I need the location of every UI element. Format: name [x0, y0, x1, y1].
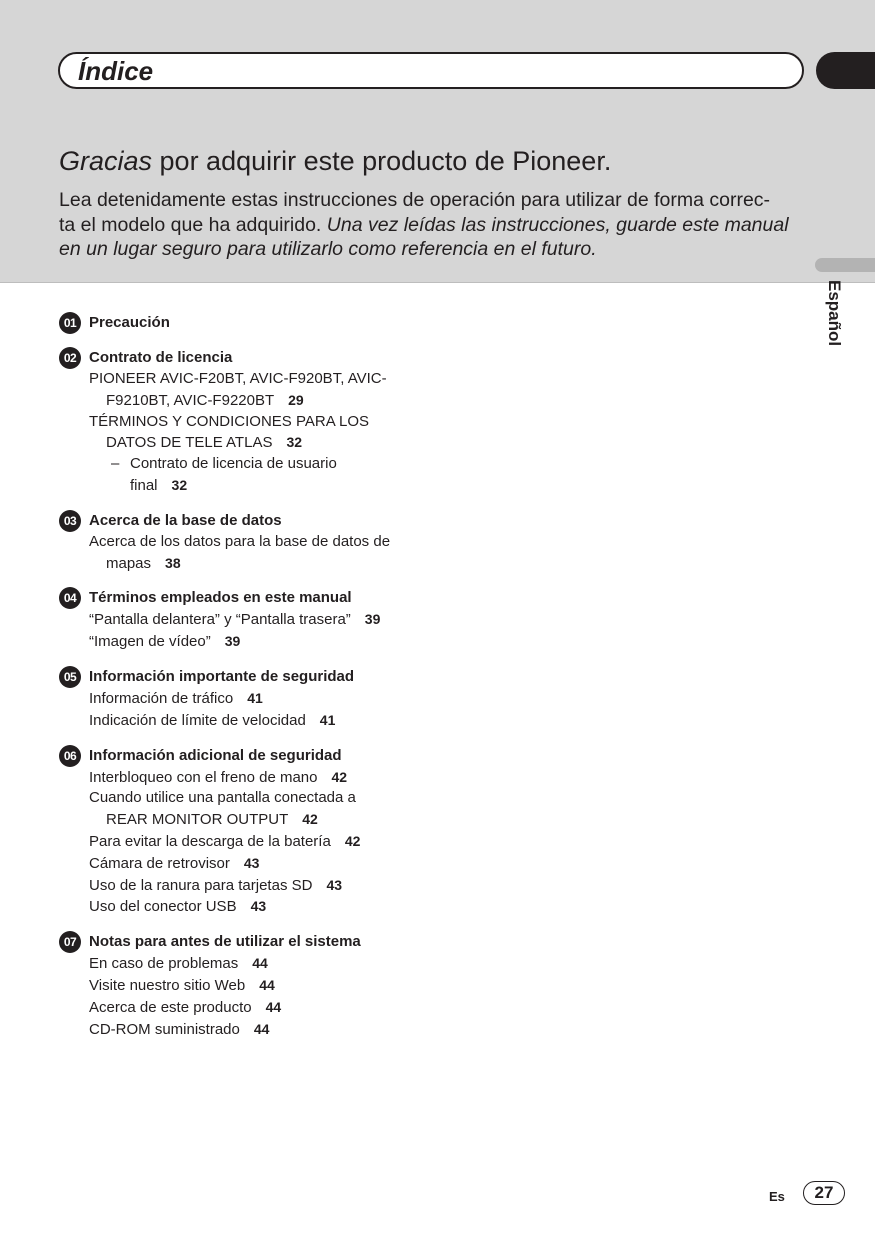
entry-text: Para evitar la descarga de la batería	[89, 832, 331, 850]
section-number-badge: 02	[59, 347, 81, 369]
toc-entry[interactable]	[89, 831, 439, 853]
toc-section-05	[59, 666, 439, 732]
section-title[interactable]: Acerca de la base de datos	[89, 511, 282, 529]
toc-entry[interactable]	[89, 609, 439, 631]
side-language-label: Español	[825, 280, 844, 347]
entry-text-line-1: PIONEER AVIC-F20BT, AVIC-F920BT, AVIC-	[89, 370, 387, 387]
intro-line-2	[59, 213, 819, 238]
section-title[interactable]: Contrato de licencia	[89, 349, 233, 366]
thanks-rest: por adquirir este producto de Pioneer.	[152, 146, 612, 176]
entry-page-number: 44	[253, 1020, 270, 1037]
footer-language-code: Es	[769, 1189, 785, 1204]
section-heading[interactable]	[59, 587, 439, 609]
title-pill	[58, 52, 804, 89]
entry-text-line-1: Cuando utilice una pantalla conectada a	[89, 789, 356, 807]
section-number-badge: 06	[59, 745, 81, 767]
entry-page-number: 41	[247, 689, 263, 706]
header-band	[0, 0, 875, 283]
entry-text: En caso de problemas	[89, 955, 239, 973]
entry-page-number: 43	[250, 898, 267, 915]
entry-page-number: 39	[364, 611, 381, 628]
entry-page-number: 38	[165, 554, 181, 571]
entry-text: Cámara de retrovisor	[89, 854, 230, 872]
entry-text: “Pantalla delantera” y “Pantalla trasera”	[89, 611, 351, 629]
toc-entry[interactable]	[89, 953, 439, 975]
section-number-badge: 07	[59, 931, 81, 953]
toc-entry[interactable]	[89, 896, 439, 918]
toc-entry[interactable]	[89, 710, 439, 732]
toc-section-03	[59, 510, 439, 575]
entry-text: Interbloqueo con el freno de mano	[89, 768, 318, 786]
section-title[interactable]: Notas para antes de utilizar el sistema	[89, 933, 361, 951]
entry-page-number: 39	[224, 633, 241, 650]
entry-text-line-2: DATOS DE TELE ATLAS	[106, 434, 273, 452]
side-language-pill	[815, 258, 875, 272]
section-number-badge: 04	[59, 587, 81, 609]
entry-page-number: 29	[288, 391, 304, 408]
intro-paragraph	[59, 188, 819, 262]
entry-text-line-1: Contrato de licencia de usuario	[130, 455, 337, 473]
section-title[interactable]: Precaución	[89, 314, 170, 331]
entry-page-number: 42	[344, 832, 361, 849]
intro-line-2-italic: Una vez leídas las instrucciones, guarde este manual	[326, 213, 789, 236]
entry-text: Uso del conector USB	[89, 898, 237, 916]
entry-text-line-2: REAR MONITOR OUTPUT	[106, 811, 289, 829]
entry-text: Uso de la ranura para tarjetas SD	[89, 876, 313, 894]
entry-page-number: 41	[319, 711, 336, 728]
page-number-badge: 27	[803, 1181, 845, 1205]
entry-page-number: 44	[265, 998, 282, 1015]
entry-page-number: 44	[252, 955, 268, 972]
entry-page-number: 42	[302, 811, 318, 828]
section-heading[interactable]	[59, 510, 439, 532]
entry-text-line-1: Acerca de los datos para la base de datos de	[89, 532, 391, 550]
section-number-badge: 05	[59, 666, 81, 688]
toc-entry[interactable]	[89, 975, 439, 997]
toc-entry[interactable]	[89, 788, 439, 831]
entry-text: Indicación de límite de velocidad	[89, 711, 306, 729]
entry-text-line-2: F9210BT, AVIC-F9220BT	[106, 391, 275, 409]
entry-text: Información de tráfico	[89, 689, 234, 707]
section-heading[interactable]	[59, 931, 439, 953]
thanks-italic: Gracias	[59, 146, 153, 176]
section-heading[interactable]	[59, 312, 439, 334]
toc-section-06	[59, 745, 439, 919]
section-number-badge: 01	[59, 312, 81, 334]
entry-text: “Imagen de vídeo”	[89, 633, 211, 651]
toc-subentry[interactable]	[89, 454, 439, 497]
toc-entry[interactable]	[89, 767, 439, 789]
section-title[interactable]: Términos empleados en este manual	[89, 589, 352, 607]
section-heading[interactable]	[59, 347, 439, 369]
entry-page-number: 43	[326, 876, 343, 893]
toc-entry[interactable]	[89, 369, 439, 412]
toc-section-07	[59, 931, 439, 1040]
intro-line-2-normal: ta el modelo que ha adquirido.	[59, 213, 327, 236]
intro-line-3: en un lugar seguro para utilizarlo como referencia en el futuro.	[59, 238, 597, 260]
toc-section-02	[59, 347, 439, 497]
thanks-heading	[59, 146, 611, 177]
section-title[interactable]: Información adicional de seguridad	[89, 746, 342, 764]
entry-text: Acerca de este producto	[89, 998, 252, 1016]
entry-text-line-2: final	[130, 476, 158, 494]
chapter-tab	[816, 52, 875, 89]
toc-entry[interactable]	[89, 875, 439, 897]
toc-entry[interactable]	[89, 532, 439, 575]
subentry-dash: –	[111, 455, 120, 473]
entry-text: Visite nuestro sitio Web	[89, 976, 246, 994]
toc-entry[interactable]	[89, 997, 439, 1019]
entry-page-number: 42	[331, 768, 348, 785]
toc-entry[interactable]	[89, 631, 439, 653]
section-heading[interactable]	[59, 666, 439, 688]
entry-page-number: 43	[243, 854, 260, 871]
section-heading[interactable]	[59, 745, 439, 767]
toc-entry[interactable]	[89, 412, 439, 455]
table-of-contents	[59, 312, 439, 1053]
toc-section-04	[59, 587, 439, 653]
page-title: Índice	[78, 56, 154, 86]
intro-line-1: Lea detenidamente estas instrucciones de operación para utilizar de forma correc-	[59, 189, 771, 211]
entry-text-line-2: mapas	[106, 554, 152, 572]
entry-page-number: 32	[171, 476, 188, 493]
entry-page-number: 44	[259, 976, 275, 993]
toc-entry[interactable]	[89, 853, 439, 875]
entry-text-line-1: TÉRMINOS Y CONDICIONES PARA LOS	[89, 412, 370, 430]
section-number-badge: 03	[59, 510, 81, 532]
toc-entry[interactable]	[89, 688, 439, 710]
toc-section-01	[59, 312, 439, 334]
entry-page-number: 32	[286, 434, 303, 451]
toc-entry[interactable]	[89, 1019, 439, 1041]
section-title[interactable]: Información importante de seguridad	[89, 667, 355, 685]
entry-text: CD-ROM suministrado	[89, 1020, 240, 1038]
